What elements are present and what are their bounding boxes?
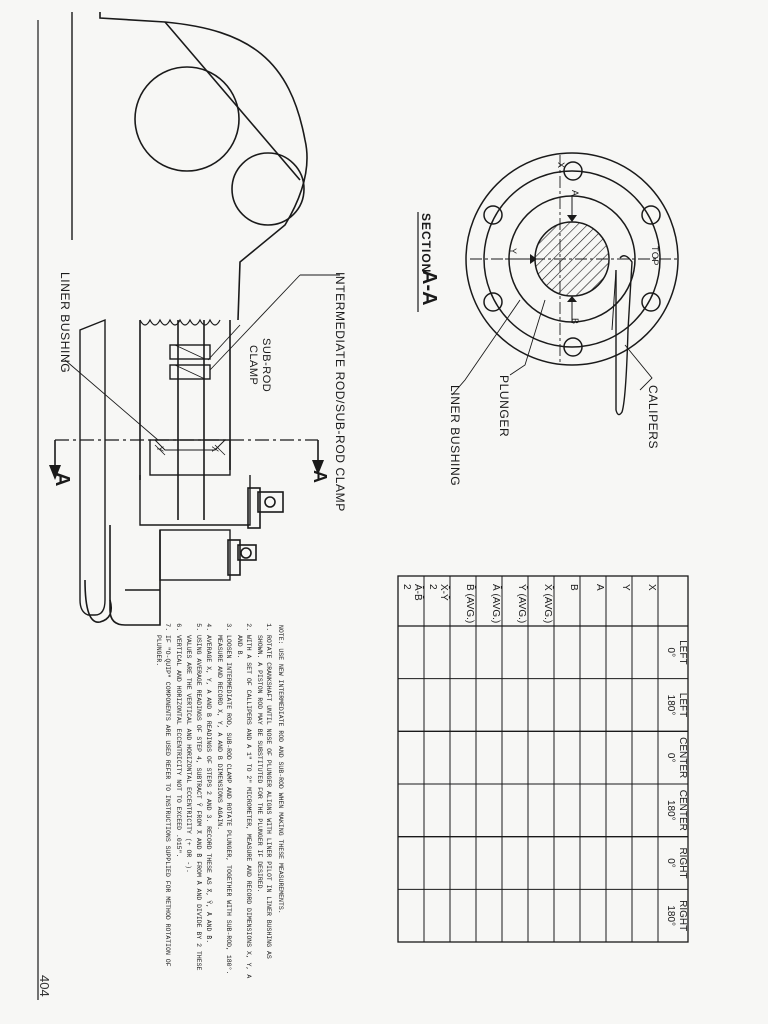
notes-list xyxy=(154,625,274,985)
y-dimension-mark: Y xyxy=(155,446,165,453)
note-item: 4. AVERAGE X, Y, A AND B READINGS OF STEPS 2 AND 3. RECORD THESE AS X̄, Ȳ, Ā AND B̄. xyxy=(204,635,214,985)
table-row-header: 2 xyxy=(401,584,412,590)
note-item: 2. WITH A SET OF CALLIPERS AND A 1" TO 2" MICROMETER, MEASURE AND RECORD DIMENSIONS X, Y, A AND B. xyxy=(235,635,254,985)
section-letters-label: A-A xyxy=(418,270,440,306)
section-word-label: SECTION xyxy=(419,213,433,274)
note-item: 7. IF "O-QUIP" COMPONENTS ARE USED REFER TO INSTRUCTIONS SUPPLIED FOR METHOD ROTATION OF PLUNGER. xyxy=(154,635,173,985)
table-row-header: Ā-B̄ xyxy=(412,584,423,601)
calipers-label: CALIPERS xyxy=(646,385,660,450)
x-dimension-mark: X xyxy=(210,446,220,453)
table-row-header: A xyxy=(594,584,605,591)
table-column-header: LEFT xyxy=(677,640,688,665)
table-column-header: LEFT xyxy=(677,692,688,718)
section-arrow-a-left: A xyxy=(51,472,73,487)
note-item: 6. VERTICAL AND HORIZONTAL ECCENTRICITY NOT TO EXCEED .015". xyxy=(174,635,184,985)
top-label: TOP xyxy=(650,246,660,266)
table-row-header: B̄ (AVG.) xyxy=(464,584,475,624)
table-column-header: 180° xyxy=(665,694,676,716)
dim-y-label: Y xyxy=(508,248,518,255)
table-row-header: Ā (AVG.) xyxy=(490,584,501,624)
plunger-label: PLUNGER xyxy=(497,375,511,438)
note-item: 1. ROTATE CRANKSHAFT UNTIL NOSE OF PLUNGER ALIGNS WITH LINER PILOT IN LINER BUSHING AS SHOWN. A PISTON ROD MAY BE SUBSTITUTED FOR THE PLUNGER IF DESIRED. xyxy=(255,635,274,985)
table-column-header: 180° xyxy=(665,905,676,927)
table-column-header: RIGHT xyxy=(677,847,688,879)
instruction-notes xyxy=(153,625,286,985)
dim-x-label: X xyxy=(556,162,566,169)
sub-rod-label: SUB-ROD xyxy=(260,338,272,393)
clamp-label: CLAMP xyxy=(247,345,259,386)
table-column-header: 0° xyxy=(665,858,676,868)
table-column-header: 0° xyxy=(665,752,676,763)
table-row-header: Ȳ (AVG.) xyxy=(516,584,527,624)
table-column-header: 0° xyxy=(665,647,676,658)
table-column-header: CENTER xyxy=(677,789,688,831)
section-arrow-a-right: A xyxy=(310,470,330,484)
page-number: 404 xyxy=(37,975,52,997)
table-row-header: B xyxy=(568,584,579,591)
liner-bushing-label: LINER BUSHING xyxy=(58,272,72,374)
table-border xyxy=(398,576,688,942)
table-column-header: RIGHT xyxy=(677,900,688,932)
dim-b-label: B xyxy=(570,318,580,325)
dim-a-label: A xyxy=(570,190,580,197)
table-row-header: 2 xyxy=(427,584,438,590)
table-column-header: CENTER xyxy=(677,737,688,779)
notes-heading: NOTE: USE NEW INTERMEDIATE ROD AND SUB-ROD WHEN MAKING THESE MEASUREMENTS. xyxy=(277,625,284,914)
table-row-header: Y xyxy=(620,584,631,591)
intermediate-rod-label: INTERMEDIATE ROD/SUB-ROD CLAMP xyxy=(333,272,347,512)
table-column-header: 180° xyxy=(665,799,676,821)
note-item: 3. LOOSEN INTERMEDIATE ROD, SUB-ROD CLAMP AND ROTATE PLUNGER, TOGETHER WITH SUB-ROD, 180°. MEASURE AND RECORD X, Y, A AND B DIMENSIONS AGAIN. xyxy=(215,635,234,985)
table-row-header: X̄-Ȳ xyxy=(438,584,449,601)
note-item: 5. USING AVERAGE READINGS OF STEP 4, SUBTRACT Ȳ FROM X̄ AND B̄ FROM Ā AND DIVIDE BY 2 THESE VALUES ARE THE VERTICAL AND HORIZONTAL ECCENTRICITY (+ OR -). xyxy=(184,635,203,985)
liner-bushing-section-label: LINER BUSHING xyxy=(448,385,462,487)
table-row-header: X xyxy=(646,584,657,591)
table-row-header: X̄ (AVG.) xyxy=(542,584,553,624)
